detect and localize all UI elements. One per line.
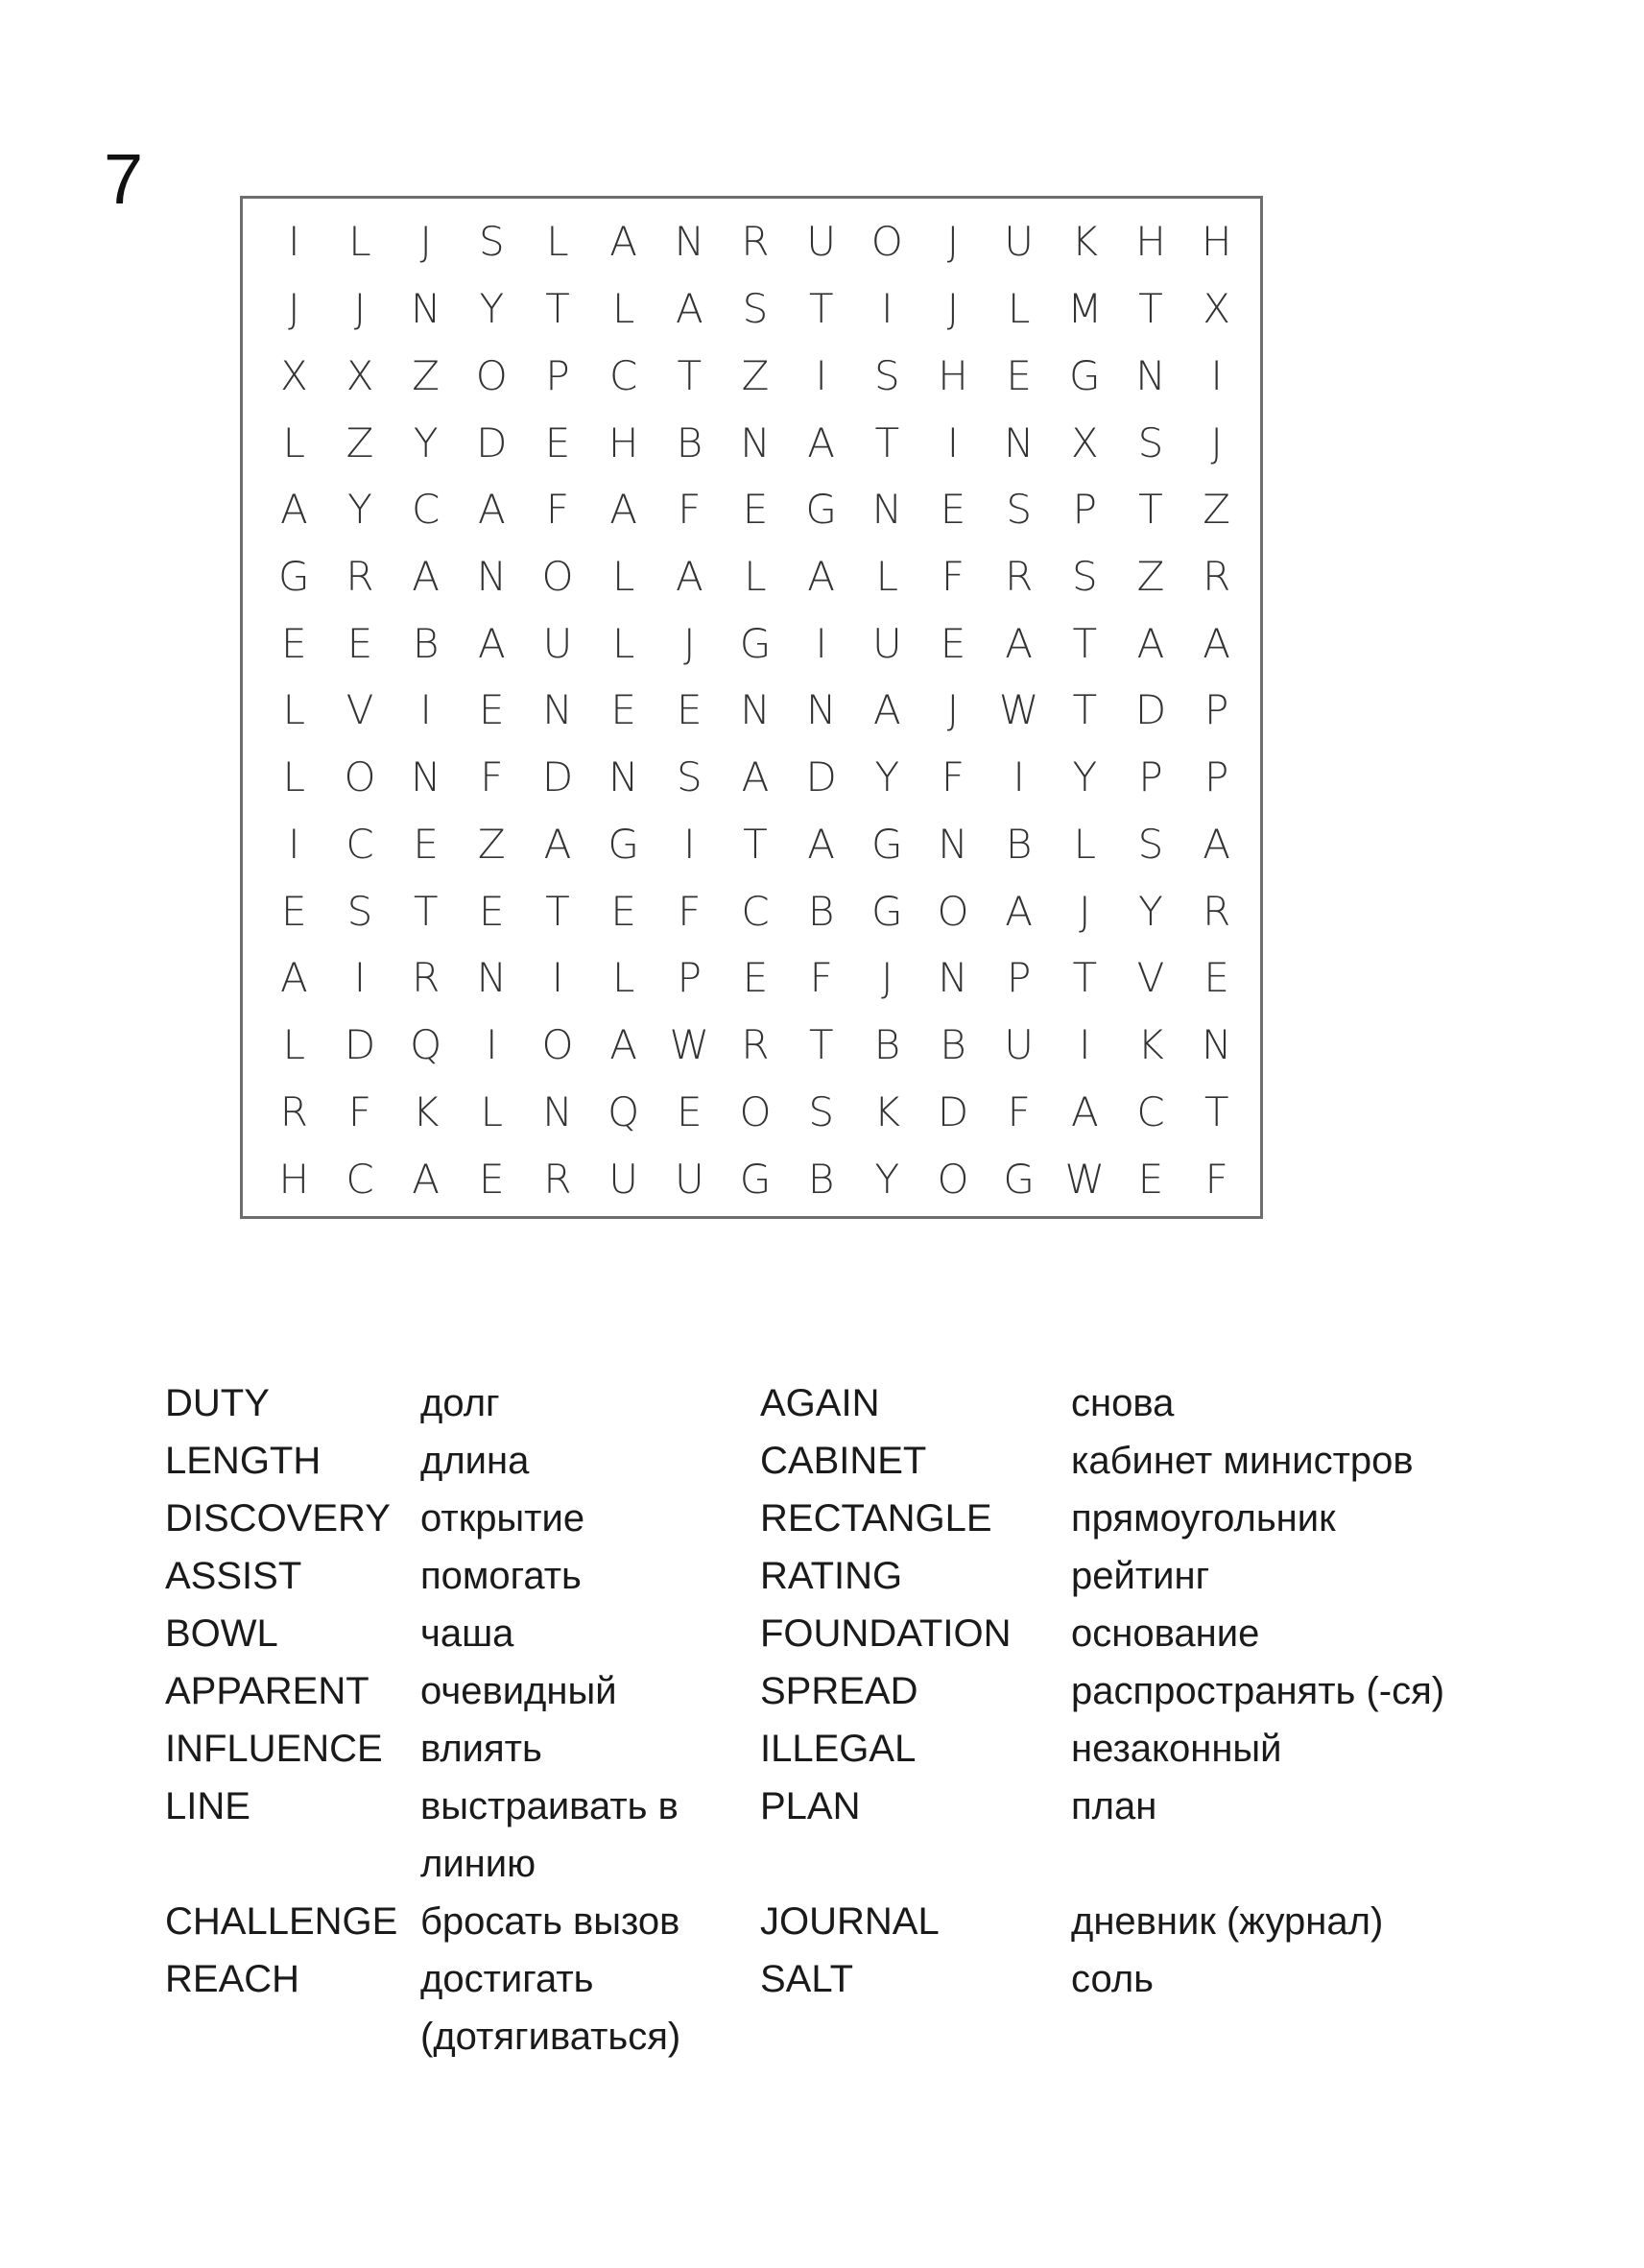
grid-cell[interactable]: T	[1072, 619, 1098, 667]
grid-cell[interactable]: O	[937, 887, 969, 935]
grid-cell[interactable]: A	[477, 619, 506, 667]
grid-cell[interactable]: A	[279, 486, 308, 534]
grid-cell[interactable]: F	[1204, 1155, 1228, 1203]
grid-cell[interactable]: T	[545, 285, 570, 333]
puzzle-number: 7	[104, 139, 144, 219]
grid-cell[interactable]: U	[806, 218, 837, 266]
grid-cell[interactable]: N	[608, 753, 639, 801]
grid-cell[interactable]: E	[1137, 1155, 1164, 1203]
grid-cell[interactable]: E	[742, 954, 769, 1002]
word-english: LENGTH	[165, 1440, 322, 1482]
grid-cell[interactable]: N	[1201, 1021, 1232, 1069]
word-english: DUTY	[165, 1382, 270, 1424]
word-translation: чаша	[420, 1612, 514, 1655]
grid-cell[interactable]: P	[1203, 686, 1229, 734]
grid-cell[interactable]: A	[1136, 619, 1165, 667]
grid-cell[interactable]: Q	[410, 1021, 442, 1069]
grid-cell[interactable]: A	[477, 486, 506, 534]
letter-grid	[261, 199, 1250, 1222]
grid-cell[interactable]: I	[1079, 1021, 1091, 1069]
grid-cell[interactable]: N	[1135, 351, 1166, 399]
grid-cell[interactable]: G	[1069, 351, 1101, 399]
grid-cell[interactable]: R	[412, 954, 441, 1002]
word-english: RECTANGLE	[760, 1497, 992, 1540]
grid-cell[interactable]: R	[1203, 887, 1231, 935]
grid-cell[interactable]: E	[610, 686, 636, 734]
grid-cell[interactable]: T	[743, 820, 768, 868]
grid-cell[interactable]: S	[1071, 553, 1098, 601]
grid-cell[interactable]: F	[1007, 1087, 1031, 1135]
word-translation: снова	[1071, 1382, 1175, 1424]
grid-cell[interactable]: Z	[412, 351, 441, 399]
grid-cell[interactable]: I	[946, 418, 960, 466]
word-english: SPREAD	[760, 1670, 918, 1712]
word-english: REACH	[165, 1958, 300, 2000]
grid-cell[interactable]: J	[683, 619, 696, 667]
grid-cell[interactable]: T	[1072, 954, 1098, 1002]
grid-cell[interactable]: J	[946, 218, 960, 266]
grid-cell[interactable]: L	[611, 954, 635, 1002]
word-translation: длина	[420, 1440, 530, 1482]
grid-cell[interactable]: S	[742, 285, 769, 333]
grid-cell[interactable]: G	[278, 553, 310, 601]
word-english: AGAIN	[760, 1382, 880, 1424]
grid-cell[interactable]: A	[609, 218, 638, 266]
grid-cell[interactable]: S	[808, 1087, 834, 1135]
grid-cell[interactable]: K	[412, 1087, 440, 1135]
grid-cell[interactable]: U	[1004, 218, 1035, 266]
grid-cell[interactable]: T	[677, 351, 703, 399]
grid-cell[interactable]: E	[610, 887, 636, 935]
grid-cell[interactable]: A	[1203, 619, 1231, 667]
grid-cell[interactable]: G	[608, 820, 639, 868]
grid-cell[interactable]: A	[543, 820, 572, 868]
grid-cell[interactable]: G	[871, 820, 903, 868]
word-english: INFLUENCE	[165, 1728, 383, 1770]
grid-cell[interactable]: E	[544, 418, 571, 466]
word-translation: достигать (дотягиваться)	[420, 1958, 681, 2058]
grid-cell[interactable]: F	[347, 1087, 372, 1135]
grid-cell[interactable]: I	[815, 619, 827, 667]
grid-cell[interactable]: G	[1003, 1155, 1035, 1203]
grid-cell[interactable]: E	[479, 1155, 505, 1203]
grid-cell[interactable]: R	[543, 1155, 572, 1203]
grid-cell[interactable]: H	[1135, 218, 1166, 266]
grid-cell[interactable]: J	[1210, 418, 1223, 466]
grid-cell[interactable]: T	[1138, 486, 1163, 534]
grid-cell[interactable]: A	[807, 553, 836, 601]
grid-cell[interactable]: L	[744, 553, 767, 601]
grid-cell[interactable]: U	[542, 619, 573, 667]
grid-cell[interactable]: N	[476, 954, 508, 1002]
grid-cell[interactable]: O	[344, 753, 376, 801]
grid-cell[interactable]: I	[288, 218, 300, 266]
grid-cell[interactable]: N	[740, 418, 771, 466]
grid-cell[interactable]: X	[279, 351, 308, 399]
grid-cell[interactable]: J	[1079, 887, 1091, 935]
grid-cell[interactable]: D	[1134, 686, 1167, 734]
grid-cell[interactable]: E	[1006, 351, 1032, 399]
grid-cell[interactable]: O	[475, 351, 508, 399]
grid-cell[interactable]: Y	[347, 486, 372, 534]
grid-cell[interactable]: S	[478, 218, 505, 266]
grid-cell[interactable]: T	[1138, 285, 1163, 333]
grid-cell[interactable]: B	[873, 1021, 901, 1069]
grid-cell[interactable]: M	[1067, 285, 1103, 333]
grid-cell[interactable]: K	[873, 1087, 901, 1135]
grid-cell[interactable]: V	[345, 686, 374, 734]
grid-cell[interactable]: Y	[1072, 753, 1098, 801]
grid-cell[interactable]: L	[1007, 285, 1031, 333]
grid-cell[interactable]: Z	[1203, 486, 1231, 534]
grid-cell[interactable]: N	[740, 686, 771, 734]
word-translation: кабинет министров	[1071, 1440, 1414, 1482]
grid-cell[interactable]: B	[807, 1155, 835, 1203]
grid-cell[interactable]: I	[419, 686, 432, 734]
grid-cell[interactable]: A	[609, 1021, 638, 1069]
grid-cell[interactable]: A	[675, 285, 703, 333]
grid-cell[interactable]: N	[938, 820, 968, 868]
grid-cell[interactable]: Y	[874, 753, 900, 801]
grid-cell[interactable]: Y	[1138, 887, 1163, 935]
grid-cell[interactable]: L	[546, 218, 569, 266]
grid-cell[interactable]: E	[1203, 954, 1229, 1002]
word-translation: план	[1071, 1785, 1157, 1827]
word-translation: очевидный	[420, 1670, 617, 1712]
grid-cell[interactable]: P	[545, 351, 570, 399]
word-translation: дневник (журнал)	[1071, 1900, 1384, 1943]
grid-cell[interactable]: E	[479, 887, 505, 935]
word-english: RATING	[760, 1555, 903, 1597]
grid-cell[interactable]: O	[937, 1155, 969, 1203]
grid-cell[interactable]: B	[412, 619, 440, 667]
grid-cell[interactable]: F	[941, 753, 965, 801]
grid-cell[interactable]: L	[282, 686, 306, 734]
grid-cell[interactable]: J	[419, 218, 432, 266]
grid-cell[interactable]: F	[678, 486, 702, 534]
grid-cell[interactable]: N	[476, 553, 508, 601]
grid-cell[interactable]: N	[805, 686, 837, 734]
grid-cell[interactable]: B	[940, 1021, 966, 1069]
grid-cell[interactable]: Y	[479, 285, 505, 333]
grid-cell[interactable]: S	[346, 887, 373, 935]
word-translation: помогать	[420, 1555, 582, 1597]
grid-cell[interactable]: Q	[608, 1087, 640, 1135]
word-translation: выстраивать в линию	[420, 1785, 679, 1885]
word-translation: открытие	[420, 1497, 585, 1540]
grid-cell[interactable]: I	[288, 820, 300, 868]
grid-cell[interactable]: J	[353, 285, 367, 333]
grid-cell[interactable]: R	[345, 553, 374, 601]
grid-cell[interactable]: L	[611, 285, 635, 333]
grid-cell[interactable]: O	[541, 553, 574, 601]
word-english: BOWL	[165, 1612, 278, 1655]
grid-cell[interactable]: S	[676, 753, 703, 801]
grid-cell[interactable]: H	[1201, 218, 1232, 266]
grid-cell[interactable]: I	[683, 820, 696, 868]
grid-cell[interactable]: U	[608, 1155, 639, 1203]
grid-cell[interactable]: Z	[741, 351, 770, 399]
grid-cell[interactable]: R	[1005, 553, 1034, 601]
grid-cell[interactable]: C	[608, 351, 638, 399]
grid-cell[interactable]: T	[413, 887, 439, 935]
word-translation: влиять	[420, 1728, 542, 1770]
grid-cell[interactable]: U	[871, 619, 902, 667]
grid-cell[interactable]: L	[611, 619, 635, 667]
grid-cell[interactable]: J	[946, 686, 960, 734]
word-english: CHALLENGE	[165, 1900, 398, 1943]
grid-cell[interactable]: X	[345, 351, 374, 399]
word-english: JOURNAL	[760, 1900, 940, 1943]
grid-cell[interactable]: X	[1070, 418, 1099, 466]
word-english: SALT	[760, 1958, 854, 2000]
grid-cell[interactable]: K	[1071, 218, 1099, 266]
word-english: APPARENT	[165, 1670, 369, 1712]
grid-cell[interactable]: T	[808, 285, 834, 333]
word-english: CABINET	[760, 1440, 927, 1482]
grid-cell[interactable]: E	[742, 486, 769, 534]
grid-cell[interactable]: T	[1203, 1087, 1229, 1135]
word-translation: основание	[1071, 1612, 1260, 1655]
grid-cell[interactable]: W	[669, 1021, 710, 1069]
grid-cell[interactable]: P	[1138, 753, 1163, 801]
grid-cell[interactable]: C	[1136, 1087, 1165, 1135]
grid-cell[interactable]: L	[480, 1087, 504, 1135]
grid-cell[interactable]: R	[279, 1087, 308, 1135]
grid-cell[interactable]: P	[1006, 954, 1032, 1002]
grid-cell[interactable]: I	[486, 1021, 498, 1069]
grid-cell[interactable]: I	[1013, 753, 1025, 801]
grid-cell[interactable]: U	[674, 1155, 704, 1203]
grid-cell[interactable]: T	[874, 418, 900, 466]
grid-cell[interactable]: L	[282, 418, 306, 466]
grid-cell[interactable]: B	[1005, 820, 1033, 868]
grid-cell[interactable]: I	[551, 954, 564, 1002]
grid-cell[interactable]: R	[1203, 553, 1231, 601]
word-english: ILLEGAL	[760, 1728, 917, 1770]
grid-cell[interactable]: Z	[1136, 553, 1165, 601]
word-translation: незаконный	[1071, 1728, 1282, 1770]
grid-cell[interactable]: P	[1203, 753, 1229, 801]
grid-cell[interactable]: R	[741, 218, 770, 266]
grid-cell[interactable]: X	[1203, 285, 1231, 333]
grid-cell[interactable]: A	[807, 418, 836, 466]
grid-cell[interactable]: A	[807, 820, 836, 868]
word-english: ASSIST	[165, 1555, 302, 1597]
grid-cell[interactable]: J	[881, 954, 893, 1002]
grid-cell[interactable]: R	[741, 1021, 770, 1069]
grid-cell[interactable]: D	[805, 753, 837, 801]
grid-cell[interactable]: O	[541, 1021, 574, 1069]
word-translation: прямоугольник	[1071, 1497, 1336, 1540]
grid-cell[interactable]: F	[678, 887, 702, 935]
grid-cell[interactable]: G	[805, 486, 837, 534]
grid-cell[interactable]: B	[807, 887, 835, 935]
grid-cell[interactable]: A	[609, 486, 638, 534]
grid-cell[interactable]: L	[348, 218, 371, 266]
grid-cell[interactable]: N	[871, 486, 903, 534]
grid-cell[interactable]: C	[741, 887, 770, 935]
grid-cell[interactable]: F	[480, 753, 504, 801]
grid-cell[interactable]: J	[946, 285, 960, 333]
grid-cell[interactable]: C	[411, 486, 441, 534]
grid-cell[interactable]: A	[412, 553, 441, 601]
grid-cell[interactable]: J	[288, 285, 300, 333]
grid-cell[interactable]: F	[545, 486, 570, 534]
grid-cell[interactable]: Y	[874, 1155, 900, 1203]
grid-cell[interactable]: E	[677, 1087, 703, 1135]
grid-cell[interactable]: Z	[345, 418, 374, 466]
grid-cell[interactable]: I	[353, 954, 367, 1002]
grid-cell[interactable]: L	[282, 1021, 306, 1069]
grid-cell[interactable]: B	[676, 418, 703, 466]
grid-cell[interactable]: A	[872, 686, 901, 734]
grid-cell[interactable]: N	[542, 1087, 573, 1135]
grid-cell[interactable]: E	[281, 887, 307, 935]
grid-cell[interactable]: Z	[477, 820, 506, 868]
grid-cell[interactable]: F	[941, 553, 965, 601]
word-search-grid	[240, 196, 1263, 1219]
grid-cell[interactable]: I	[881, 285, 893, 333]
grid-cell[interactable]: U	[1004, 1021, 1035, 1069]
grid-cell[interactable]: N	[674, 218, 705, 266]
grid-cell[interactable]: G	[739, 619, 772, 667]
grid-cell[interactable]: I	[815, 351, 827, 399]
grid-cell[interactable]: P	[1072, 486, 1097, 534]
grid-cell[interactable]: W	[998, 686, 1039, 734]
grid-cell[interactable]: N	[410, 285, 441, 333]
grid-cell[interactable]: C	[345, 820, 374, 868]
grid-cell[interactable]: E	[479, 686, 505, 734]
grid-cell[interactable]: H	[608, 418, 639, 466]
grid-cell[interactable]: N	[410, 753, 441, 801]
grid-cell[interactable]: H	[278, 1155, 310, 1203]
grid-cell[interactable]: F	[809, 954, 833, 1002]
grid-cell[interactable]: N	[938, 954, 968, 1002]
word-translation: бросать вызов	[420, 1900, 680, 1943]
grid-cell[interactable]: I	[1210, 351, 1223, 399]
grid-cell[interactable]: G	[871, 887, 903, 935]
grid-cell[interactable]: T	[808, 1021, 834, 1069]
grid-cell[interactable]: G	[739, 1155, 772, 1203]
word-english: FOUNDATION	[760, 1612, 1012, 1655]
grid-cell[interactable]: N	[542, 686, 573, 734]
grid-cell[interactable]: L	[875, 553, 899, 601]
grid-cell[interactable]: W	[1064, 1155, 1106, 1203]
word-translation: долг	[420, 1382, 500, 1424]
grid-cell[interactable]: K	[1137, 1021, 1164, 1069]
word-english: PLAN	[760, 1785, 861, 1827]
grid-cell[interactable]: L	[1073, 820, 1097, 868]
word-translation: распространять (-ся)	[1071, 1670, 1445, 1712]
grid-cell[interactable]: Y	[413, 418, 439, 466]
grid-cell[interactable]: C	[345, 1155, 374, 1203]
grid-cell[interactable]: S	[1137, 418, 1164, 466]
grid-cell[interactable]: A	[741, 753, 770, 801]
grid-cell[interactable]: T	[545, 887, 570, 935]
grid-cell[interactable]: E	[281, 619, 307, 667]
grid-cell[interactable]: A	[412, 1155, 441, 1203]
word-english: LINE	[165, 1785, 250, 1827]
grid-cell[interactable]: O	[870, 218, 903, 266]
grid-cell[interactable]: E	[677, 686, 703, 734]
grid-cell[interactable]: L	[282, 753, 306, 801]
grid-cell[interactable]: S	[873, 351, 900, 399]
grid-cell[interactable]: D	[476, 418, 508, 466]
word-translation: рейтинг	[1071, 1555, 1210, 1597]
word-english: DISCOVERY	[165, 1497, 391, 1540]
grid-cell[interactable]: D	[937, 1087, 969, 1135]
grid-cell[interactable]: D	[541, 753, 574, 801]
grid-cell[interactable]: A	[1005, 619, 1034, 667]
grid-cell[interactable]: L	[611, 553, 635, 601]
grid-cell[interactable]: T	[1072, 686, 1098, 734]
grid-cell[interactable]: A	[1070, 1087, 1099, 1135]
grid-cell[interactable]: E	[940, 619, 966, 667]
grid-cell[interactable]: S	[1137, 820, 1164, 868]
grid-cell[interactable]: E	[940, 486, 966, 534]
grid-cell[interactable]: H	[938, 351, 968, 399]
grid-cell[interactable]: A	[675, 553, 703, 601]
grid-cell[interactable]: A	[1203, 820, 1231, 868]
grid-cell[interactable]: S	[1006, 486, 1032, 534]
grid-cell[interactable]: O	[739, 1087, 772, 1135]
grid-cell[interactable]: E	[413, 820, 439, 868]
grid-cell[interactable]: P	[677, 954, 702, 1002]
word-translation: соль	[1071, 1958, 1154, 2000]
grid-cell[interactable]: N	[1003, 418, 1035, 466]
grid-cell[interactable]: D	[344, 1021, 376, 1069]
grid-cell[interactable]: E	[346, 619, 373, 667]
grid-cell[interactable]: V	[1136, 954, 1165, 1002]
grid-cell[interactable]: A	[1005, 887, 1034, 935]
grid-cell[interactable]: A	[279, 954, 308, 1002]
